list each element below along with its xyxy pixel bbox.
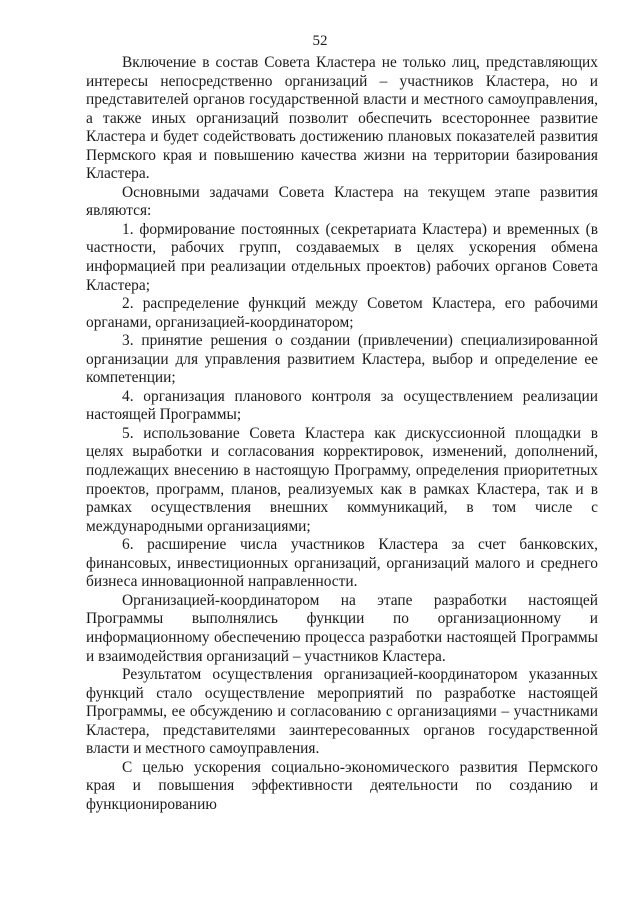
paragraph-council-composition: Включение в состав Совета Кластера не только лиц, представляющих интересы непосредственно организаций – участников Кластера, но и представителей органов государственной власти и местного самоуправления, а также иных организаций позволит обеспечить всестороннее развитие Кластера и будет содействовать достижению плановых показателей развития Пермского края и повышению качества жизни на территории базирования Кластера. [86, 54, 598, 183]
document-body [86, 54, 598, 814]
paragraph-coordinator-results: Результатом осуществления организацией-координатором указанных функций стало осуществление мероприятий по разработке настоящей Программы, ее обсуждению и согласованию с организациями – участниками Кластера, представителями заинтересованных органов государственной власти и местного самоуправления. [86, 666, 598, 758]
list-item-task-6: 6. расширение числа участников Кластера за счет банковских, финансовых, инвестиционных организаций, организаций малого и среднего бизнеса инновационной направленности. [86, 536, 598, 591]
list-item-task-2: 2. распределение функций между Советом Кластера, его рабочими органами, организацией-координатором; [86, 295, 598, 331]
page-number: 52 [312, 33, 328, 49]
list-item-task-4: 4. организация планового контроля за осуществлением реализации настоящей Программы; [86, 387, 598, 424]
list-item-task-5: 5. использование Совета Кластера как дискуссионной площадки в целях выработки и согласования корректировок, изменений, дополнений, подлежащих внесению в настоящую Программу, определения приоритетных проектов, программ, планов, реализуемых как в рамках Кластера, так и в рамках осуществления внешних коммуникаций, в том числе с международными организациями; [86, 424, 598, 535]
paragraph-acceleration-goal: С целью ускорения социально-экономического развития Пермского края и повышения эффективности деятельности по созданию и функционированию [86, 758, 598, 813]
list-item-task-1: 1. формирование постоянных (секретариата Кластера) и временных (в частности, рабочих групп, создаваемых в целях ускорения обмена информацией при реализации отдельных проектов) рабочих органов Совета Кластера; [86, 220, 598, 294]
paragraph-tasks-intro: Основными задачами Совета Кластера на текущем этапе развития являются: [86, 183, 598, 220]
list-item-task-3: 3. принятие решения о создании (привлечении) специализированной организации для управления развитием Кластера, выбор и определение ее компетенции; [86, 332, 598, 387]
paragraph-coordinator-functions: Организацией-координатором на этапе разработки настоящей Программы выполнялись функции по организационному и информационному обеспечению процесса разработки настоящей Программы и взаимодействия организаций – участников Кластера. [86, 591, 598, 665]
